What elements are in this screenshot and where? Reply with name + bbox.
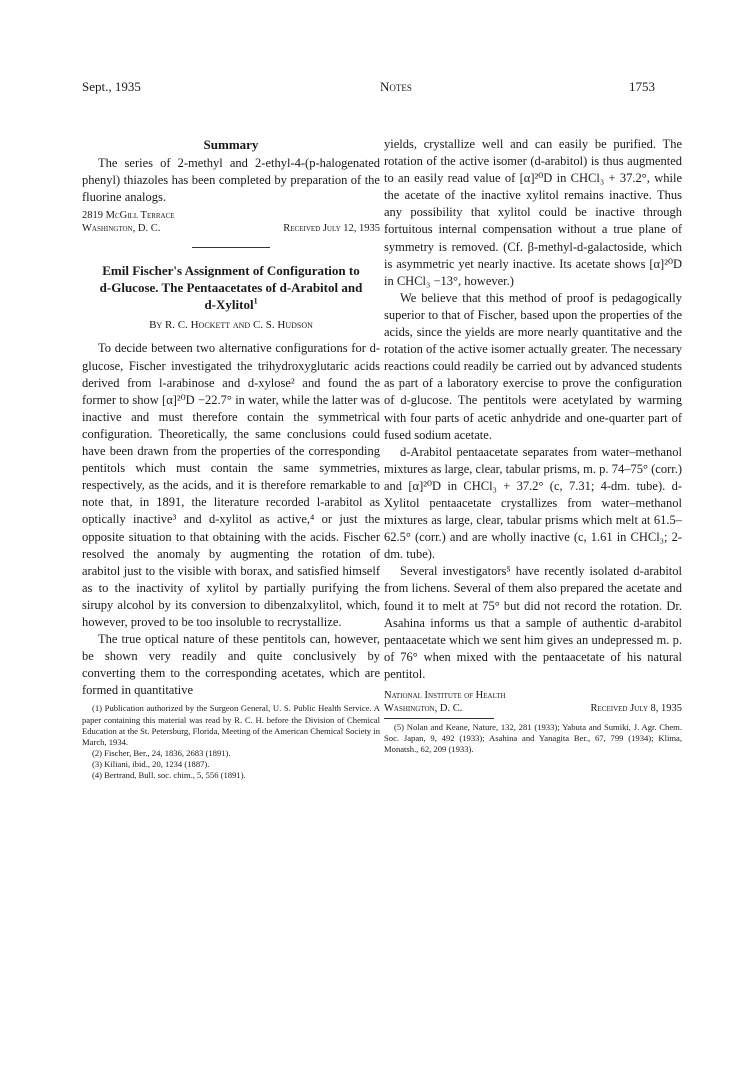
left-column xyxy=(82,136,380,781)
address-line-2: Washington, D. C. xyxy=(82,223,161,235)
footnote: (1) Publication authorized by the Surgeon General, U. S. Public Health Service. A paper containing this material was read by R. C. H. before the Division of Chemical Education at the St. Petersburg, Florida, Meeting of the American Chemical Society in March, 1934. xyxy=(82,703,380,747)
title-line-3: d-Xylitol xyxy=(204,297,254,313)
title-footnote-mark: 1 xyxy=(253,297,258,307)
address-line-1: 2819 McGill Terrace xyxy=(82,210,175,222)
summary-paragraph: The series of 2-methyl and 2-ethyl-4-(p-halogenated phenyl) thiazoles has been completed by preparation of the fluorine analogs. xyxy=(82,156,380,205)
footnotes-right xyxy=(384,722,682,755)
right-column xyxy=(384,136,682,755)
footnote: (5) Nolan and Keane, Nature, 132, 281 (1933); Yabuta and Sumiki, J. Agr. Chem. Soc. Japan, 9, 492 (1933); Asahina and Yanagita Ber., 67, 799 (1934); Klima, Monatsh., 62, 209 (1933). xyxy=(384,722,682,755)
footnote: (2) Fischer, Ber., 24, 1836, 2683 (1891). xyxy=(92,747,231,758)
body-paragraph-2: The true optical nature of these pentitols can, however, be shown very readily and quite conclusively by converting them to the corresponding acetates, which are formed in quantitative xyxy=(82,632,380,698)
article-title xyxy=(82,262,380,313)
received-date: Received July 8, 1935 xyxy=(590,703,682,714)
page-number: 1753 xyxy=(629,79,655,94)
address-line-2: Washington, D. C. xyxy=(384,703,463,714)
body-paragraph-1: To decide between two alternative configurations for d-glucose, Fischer investigated the trihydroxyglutaric acids derived from l-arabinose and d-xylose² and found the former to show [α]²⁰D −22.7° in water, while the latter was inactive and must therefore contain the symmetrical configuration. Theoretically, the same conclusions could have been drawn from the properties of the corresponding pentitols which must contain the same symmetries, respectively, as the acids, and it is therefore remarkable to note that, in 1891, the literature recorded l-arabitol as optically inactive³ and d-xylitol as active,⁴ or just the opposite situation to that obtaining with the acids. Fischer resolved the anomaly by augmenting the rotation of arabitol just to the visible with borax, and satisfied himself as to the inactivity of xylitol by partially purifying the sirupy alcohol by its conversion to dibenzalxylitol, which, however, proved to be too insoluble to recrystallize. xyxy=(82,341,380,629)
running-section: Notes xyxy=(380,79,412,94)
address-block xyxy=(82,209,380,235)
footnote-rule xyxy=(384,718,494,719)
body-paragraph-4: We believe that this method of proof is pedagogically superior to that of Fischer, based upon the properties of the acids, since the yields are more nearly quantitative and the rotation of the active isomer actually greater. The necessary reactions could readily be carried out by advanced students as part of a laboratory exercise to prove the configuration of d-glucose. The pentitols were acetylated by warming with four parts of acetic anhydride and one-quarter part of fused sodium acetate. xyxy=(384,290,682,442)
footnote: (4) Bertrand, Bull. soc. chim., 5, 556 (1891). xyxy=(92,770,246,780)
received-date: Received July 12, 1935 xyxy=(283,223,380,235)
body-paragraph-3: yields, crystallize well and can easily be purified. The rotation of the active isomer (d-arabitol) is thus augmented to an easily read value of [α]²⁰D in CHCl₃ + 37.2°, while the acetate of the inactive xylitol remains inactive. Thus any possibility that xylitol could be inactive through fortuitous internal compensation without a true plane of symmetry is removed. (Cf. β-methyl-d-galactoside, which is asymmetric yet nearly inactive. Its acetate shows [α]²⁰D in CHCl₃ −13°, however.) xyxy=(384,137,682,288)
authors: By R. C. Hockett and C. S. Hudson xyxy=(149,319,313,332)
summary-heading: Summary xyxy=(203,137,259,152)
footnote: (3) Kiliani, ibid., 20, 1234 (1887). xyxy=(92,758,210,769)
body-paragraph-5: d-Arabitol pentaacetate separates from water–methanol mixtures as large, clear, tabular prisms, m. p. 74–75° (corr.) and [α]²⁰D in CHCl₃ + 37.2° (c, 7.31; 4-dm. tube). d-Xylitol pentaacetate crystallizes from water–methanol mixtures as large, clear, tabular prisms which melt at 61.5–62.5° (corr.) and are wholly inactive (c, 1.61 in CHCl₃; 2-dm. tube). xyxy=(384,444,682,562)
title-line-1: Emil Fischer's Assignment of Configuration to xyxy=(102,263,360,279)
footnotes-left xyxy=(82,703,380,781)
address-block-right xyxy=(384,689,682,715)
running-date: Sept., 1935 xyxy=(82,79,141,94)
address-line-1: National Institute of Health xyxy=(384,690,506,701)
separator-rule xyxy=(192,247,270,248)
body-paragraph-6: Several investigators⁵ have recently isolated d-arabitol from lichens. Several of them also prepared the acetate and found it to melt at 75° but did not record the rotation. Dr. Asahina informs us that a sample of authentic d-arabitol pentaacetate which we sent him gives an undepressed m. p. of 76° when mixed with the pentaacetate of his natural pentitol. xyxy=(384,564,682,681)
title-line-2: d-Glucose. The Pentaacetates of d-Arabitol and xyxy=(99,280,363,296)
